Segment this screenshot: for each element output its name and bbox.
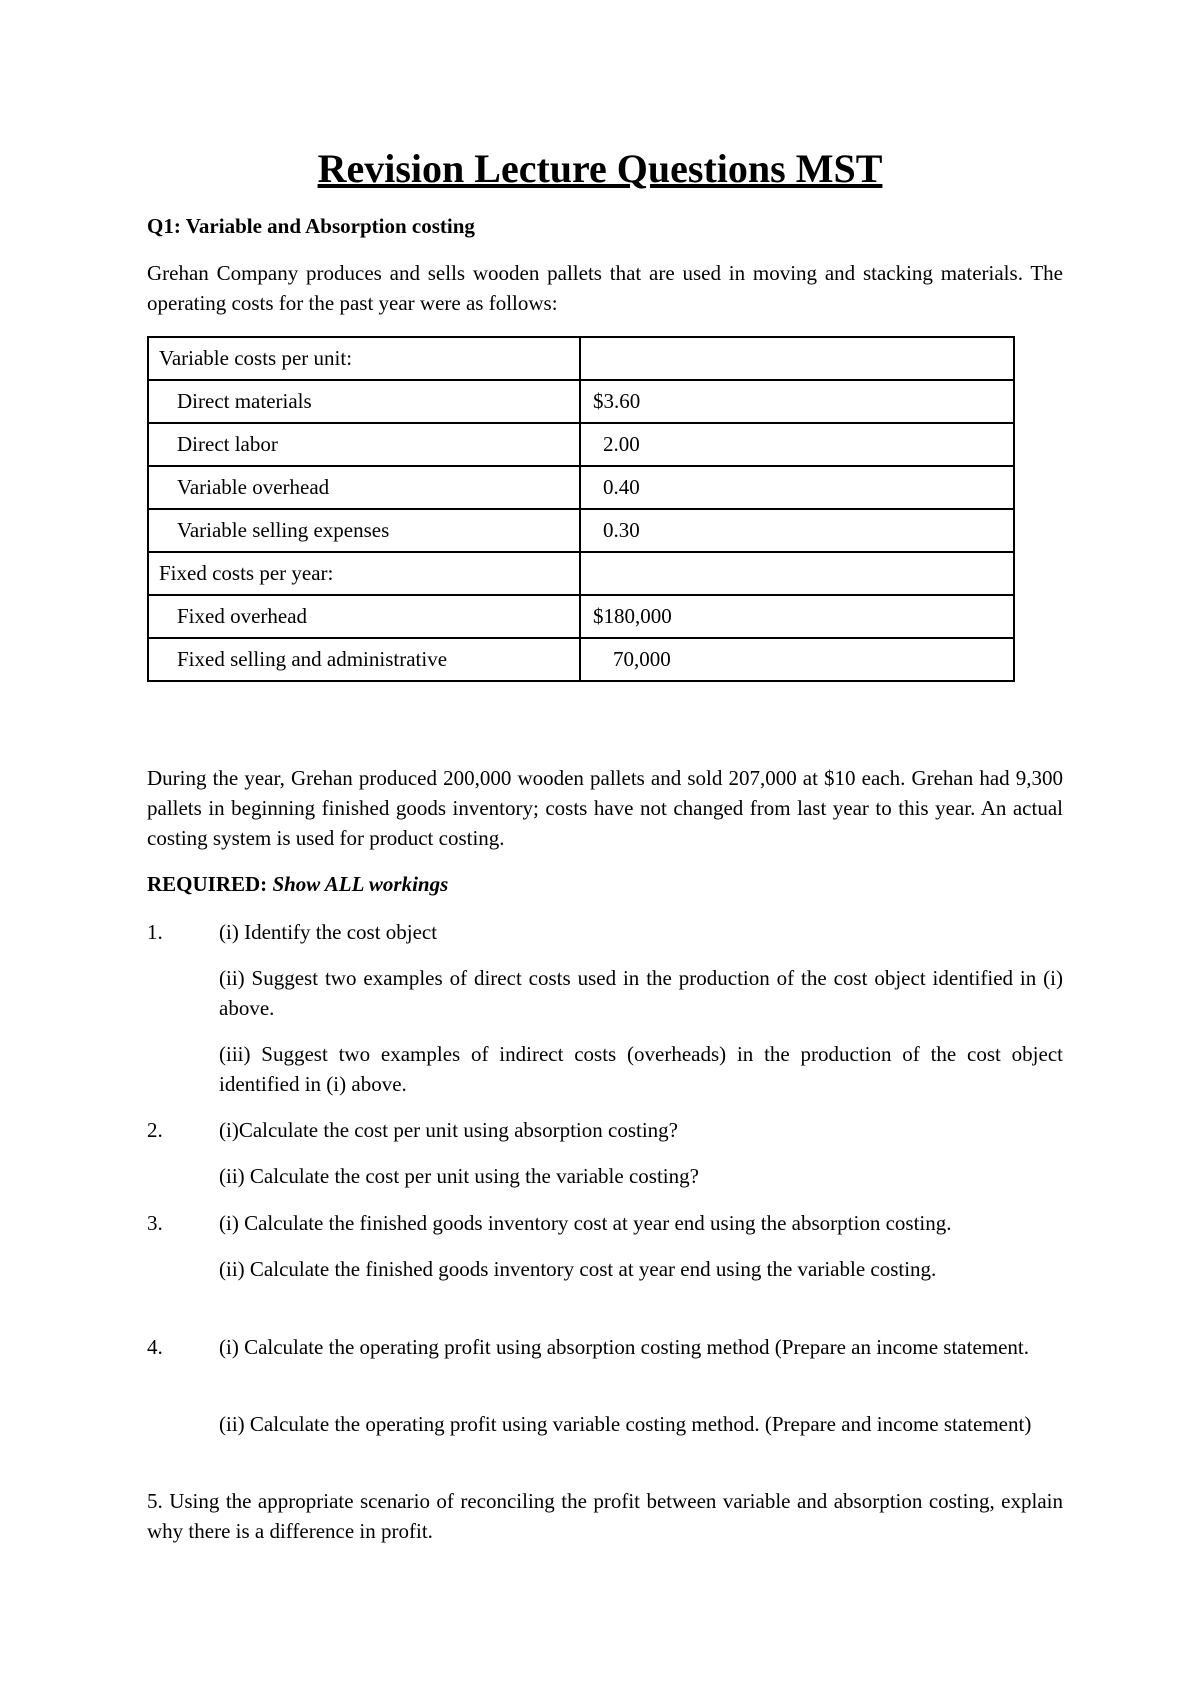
table-row <box>148 509 1014 552</box>
table-row <box>148 337 1014 380</box>
question-text: (i) Calculate the operating profit using absorption costing method (Prepare an income statement. <box>219 1335 1030 1359</box>
question-text: (ii) Calculate the finished goods inventory cost at year end using the variable costing. <box>219 1257 937 1281</box>
cost-label: Fixed selling and administrative <box>148 638 580 681</box>
required-label: REQUIRED: <box>147 872 268 896</box>
required-line <box>147 872 448 897</box>
cost-value <box>580 337 1014 380</box>
question-heading: Q1: Variable and Absorption costing <box>147 214 475 238</box>
cost-value: 70,000 <box>580 638 1014 681</box>
cost-label: Variable overhead <box>148 466 580 509</box>
cost-label: Direct labor <box>148 423 580 466</box>
table-row <box>148 423 1014 466</box>
question-text: (i)Calculate the cost per unit using absorption costing? <box>219 1118 678 1142</box>
question-number: 1. <box>147 920 163 944</box>
intro-paragraph: Grehan Company produces and sells wooden pallets that are used in moving and stacking materials. The operating costs for the past year were as follows: <box>147 261 1063 315</box>
cost-value: $3.60 <box>580 380 1014 423</box>
details-paragraph: During the year, Grehan produced 200,000 wooden pallets and sold 207,000 at $10 each. Grehan had 9,300 pallets in beginning finished goods inventory; costs have not changed from last year to this year. An actual costing system is used for product costing. <box>147 766 1063 850</box>
question-number: 3. <box>147 1211 163 1235</box>
cost-value <box>580 552 1014 595</box>
question-text: (iii) Suggest two examples of indirect costs (overheads) in the production of the cost object identified in (i) above. <box>219 1042 1063 1096</box>
required-instruction: Show ALL workings <box>272 872 449 896</box>
cost-value: 0.30 <box>580 509 1014 552</box>
question-number: 2. <box>147 1118 163 1142</box>
cost-label: Variable costs per unit: <box>148 337 580 380</box>
table-row <box>148 466 1014 509</box>
table-row <box>148 380 1014 423</box>
cost-value: 2.00 <box>580 423 1014 466</box>
question-number: 4. <box>147 1335 163 1359</box>
cost-table <box>147 336 1015 682</box>
cost-label: Fixed overhead <box>148 595 580 638</box>
cost-value: $180,000 <box>580 595 1014 638</box>
question-text: (ii) Calculate the operating profit using variable costing method. (Prepare and income statement) <box>219 1412 1032 1436</box>
question-text: (i) Identify the cost object <box>219 920 438 944</box>
table-row <box>148 638 1014 681</box>
cost-label: Variable selling expenses <box>148 509 580 552</box>
page-title: Revision Lecture Questions MST <box>317 146 883 191</box>
cost-label: Fixed costs per year: <box>148 552 580 595</box>
cost-label: Direct materials <box>148 380 580 423</box>
question-text: (ii) Calculate the cost per unit using the variable costing? <box>219 1164 699 1188</box>
question-text: (i) Calculate the finished goods inventory cost at year end using the absorption costing. <box>219 1211 952 1235</box>
table-row <box>148 552 1014 595</box>
table-row <box>148 595 1014 638</box>
cost-value: 0.40 <box>580 466 1014 509</box>
question-five: 5. Using the appropriate scenario of reconciling the profit between variable and absorption costing, explain why there is a difference in profit. <box>147 1489 1063 1543</box>
question-text: (ii) Suggest two examples of direct costs used in the production of the cost object identified in (i) above. <box>219 966 1063 1020</box>
